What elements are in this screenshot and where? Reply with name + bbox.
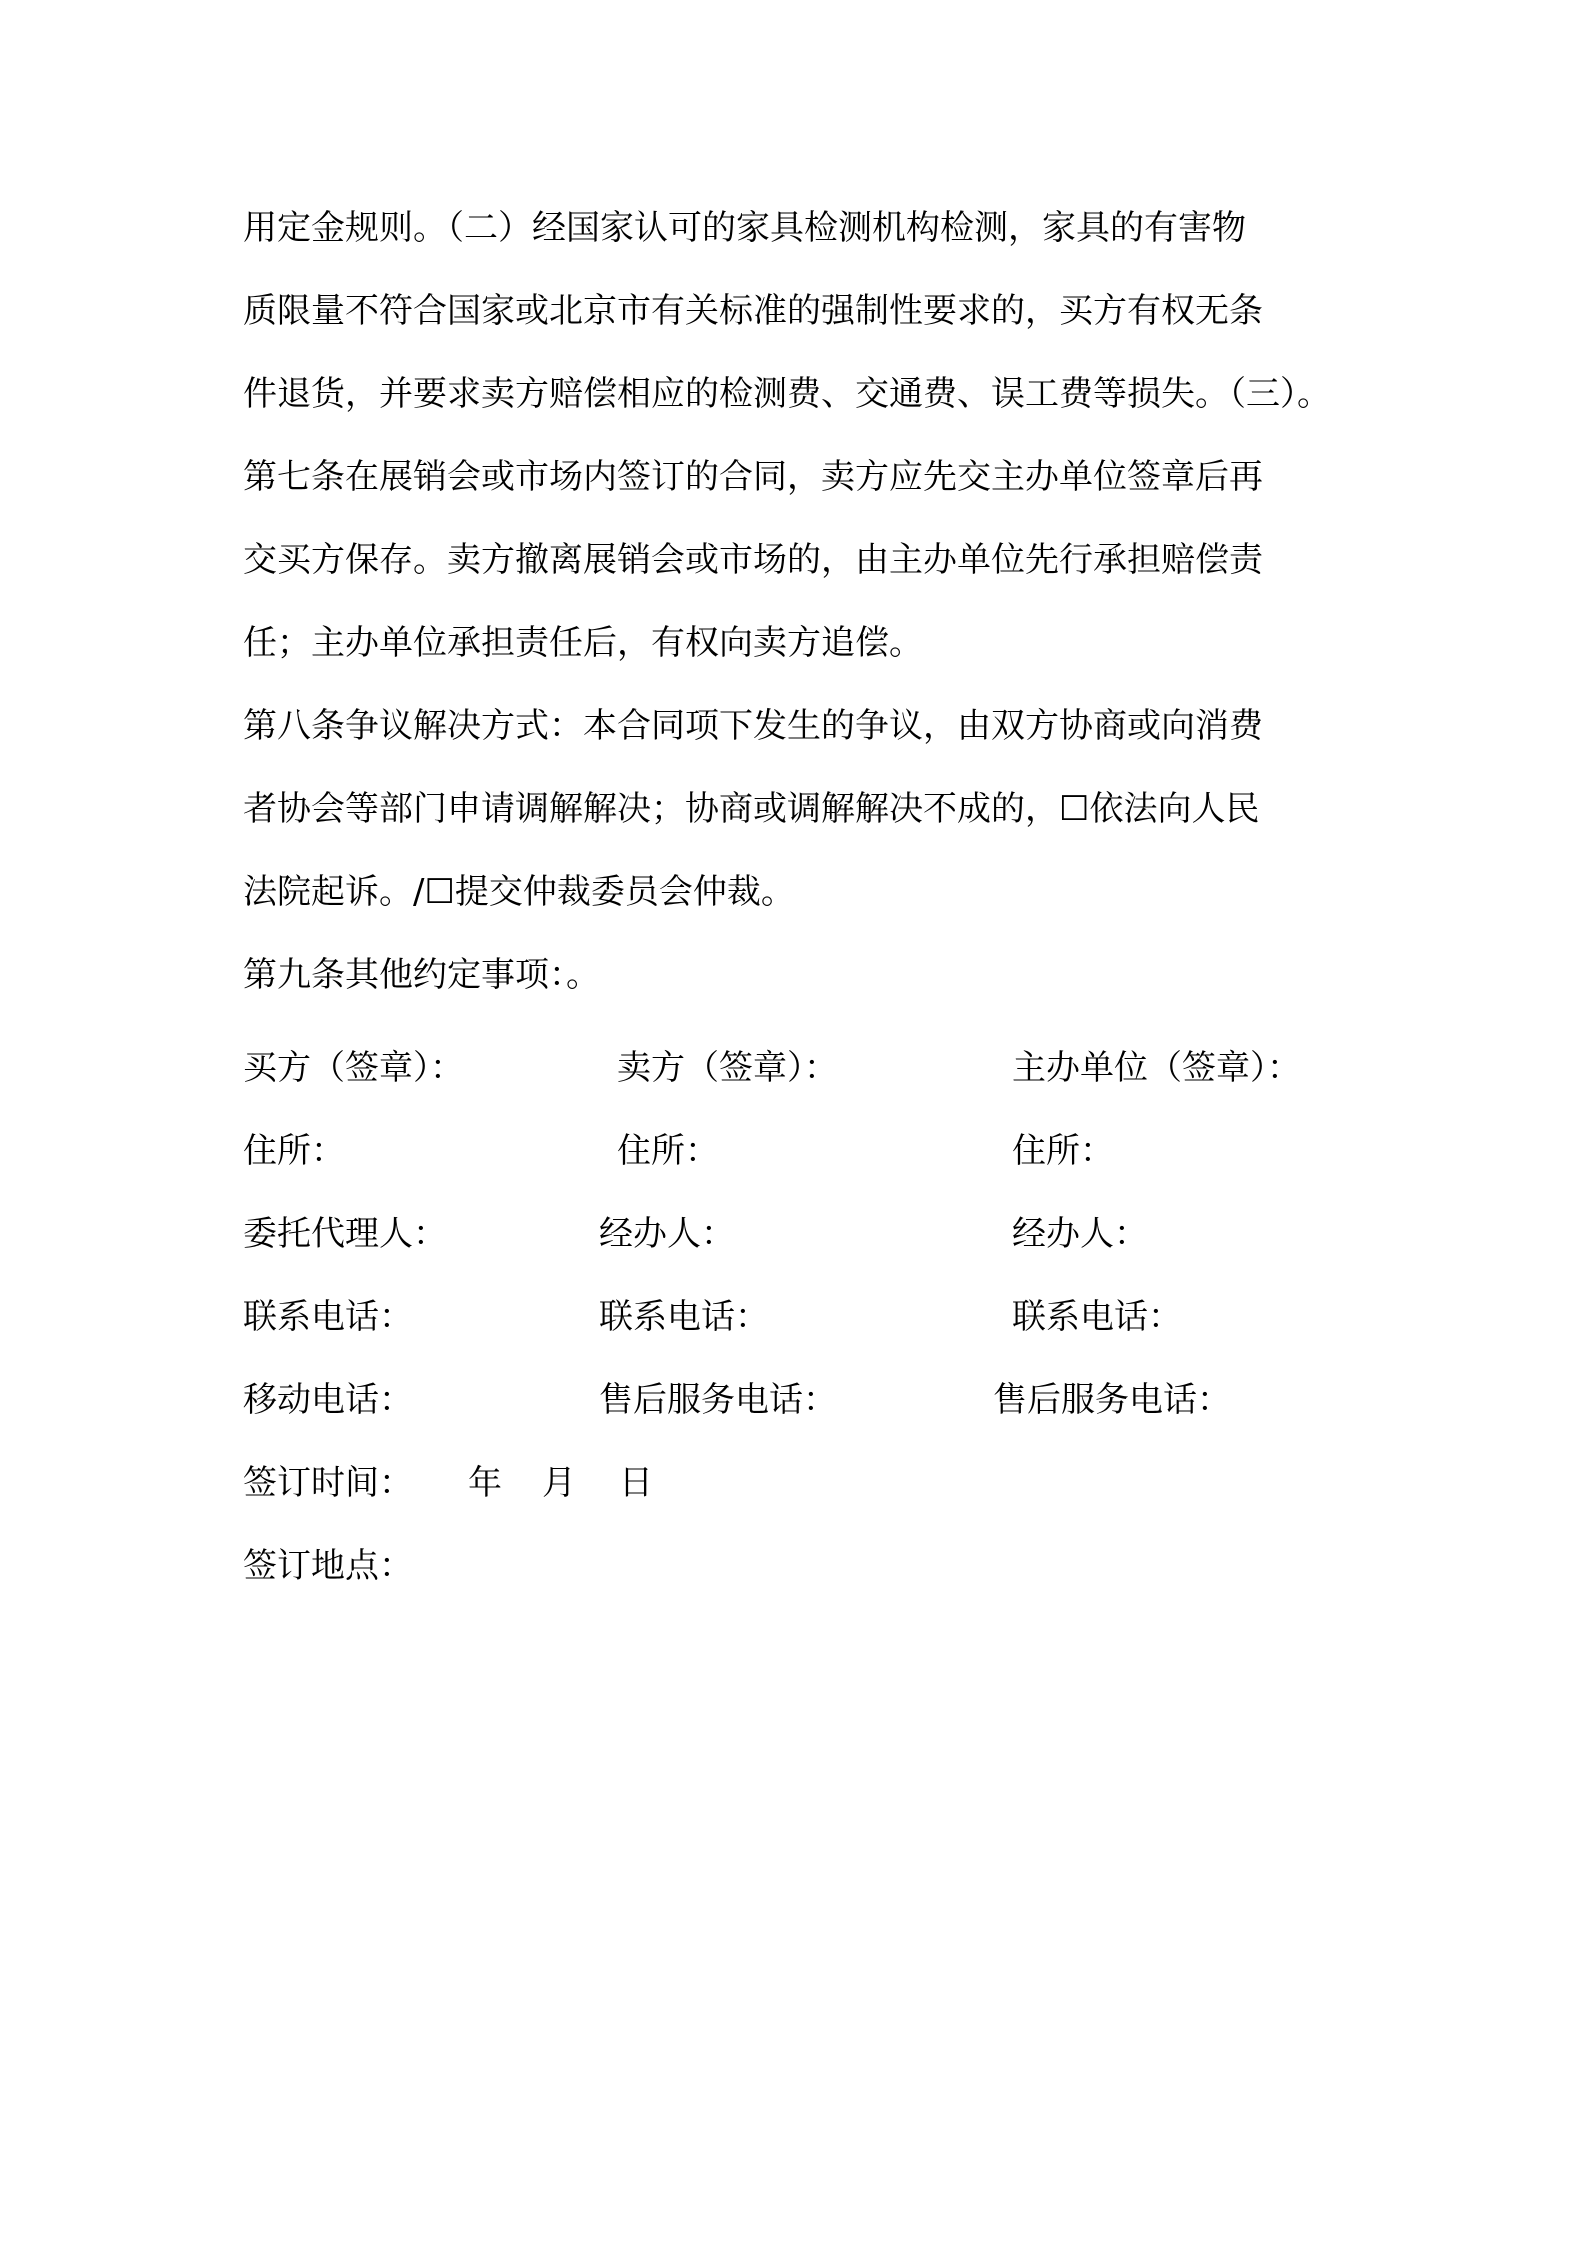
buyer-agent-label: 委托代理人： [243,1214,447,1254]
sign-place-label: 签订地点： [243,1546,413,1586]
organizer-phone-label: 联系电话： [1012,1297,1182,1337]
text-line-8: 者协会等部门申请调解解决；协商或调解解决不成的，☐依法向人民 [243,789,1260,829]
text-line-5: 交买方保存。卖方撤离展销会或市场的，由主办单位先行承担赔偿责 [243,540,1263,580]
seller-phone-label: 联系电话： [599,1297,769,1337]
sign-place-row [0,1536,1586,1596]
text-line-2: 质限量不符合国家或北京市有关标准的强制性要求的，买方有权无条 [243,291,1263,331]
organizer-handler-label: 经办人： [1012,1214,1148,1254]
sign-date-label: 签订时间： [243,1463,413,1503]
sign-date-row [0,1453,1586,1513]
seller-address-label: 住所： [617,1131,719,1171]
text-line-7: 第八条争议解决方式：本合同项下发生的争议，由双方协商或向消费 [243,706,1263,746]
text-line-6: 任；主办单位承担责任后，有权向卖方追偿。 [243,623,923,663]
signature-row-address [0,1121,1586,1181]
sign-date-year: 年 [468,1463,502,1503]
buyer-mobile-label: 移动电话： [243,1380,413,1420]
contract-body-text [243,187,1353,1017]
buyer-phone-label: 联系电话： [243,1297,413,1337]
seller-handler-label: 经办人： [599,1214,735,1254]
text-line-9: 法院起诉。/☐提交仲裁委员会仲裁。 [243,872,795,912]
text-line-1: 用定金规则。（二）经国家认可的家具检测机构检测，家具的有害物 [243,208,1246,248]
organizer-signature-label: 主办单位（签章）： [1012,1048,1301,1088]
signature-row-phone [0,1287,1586,1347]
sign-date-month: 月 [542,1463,576,1503]
signature-row-mobile [0,1370,1586,1430]
text-line-10: 第九条其他约定事项：。 [243,955,600,995]
buyer-address-label: 住所： [243,1131,345,1171]
sign-date-day: 日 [619,1463,653,1503]
buyer-signature-label: 买方（签章）： [243,1048,464,1088]
seller-service-phone-label: 售后服务电话： [599,1380,837,1420]
organizer-service-phone-label: 售后服务电话： [993,1380,1231,1420]
text-line-4: 第七条在展销会或市场内签订的合同，卖方应先交主办单位签章后再 [243,457,1263,497]
organizer-address-label: 住所： [1012,1131,1114,1171]
signature-row-parties [0,1038,1586,1098]
seller-signature-label: 卖方（签章）： [617,1048,838,1088]
text-line-3: 件退货，并要求卖方赔偿相应的检测费、交通费、误工费等损失。（三）。 [243,374,1331,414]
signature-row-agent [0,1204,1586,1264]
